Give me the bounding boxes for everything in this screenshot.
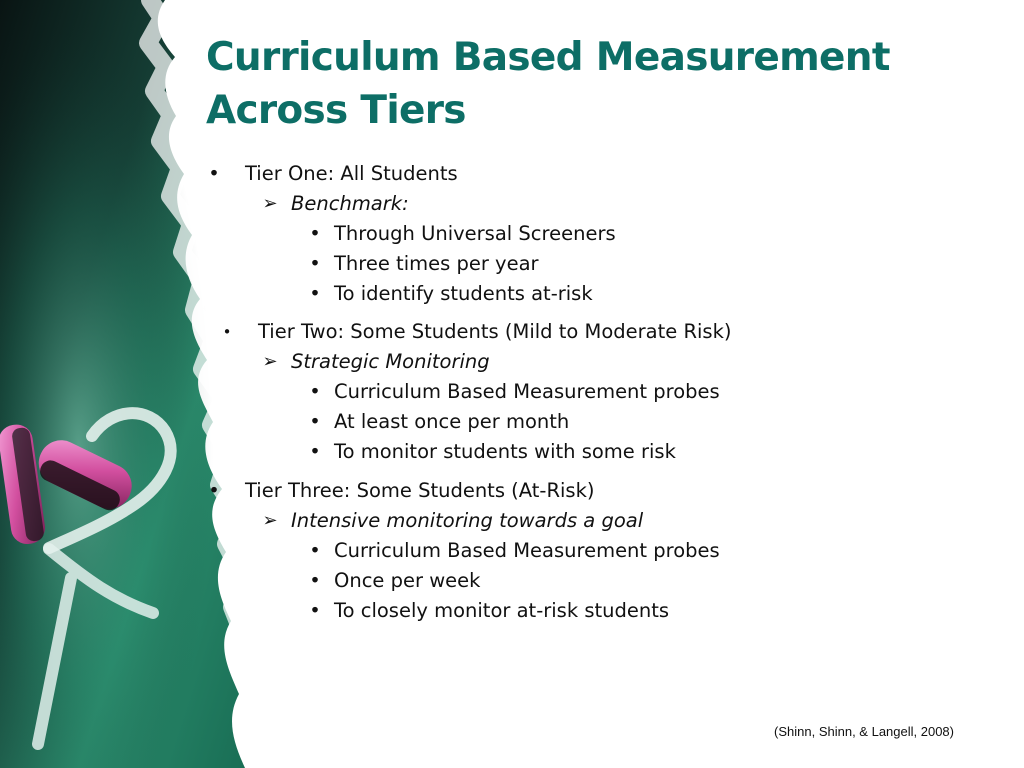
bullet-dot: • [208, 162, 220, 185]
arrow-bullet-icon: ➢ [262, 193, 278, 214]
tier-one-detail: Through Universal Screeners [334, 222, 616, 245]
bullet-dot: • [309, 222, 321, 245]
slide-title [206, 31, 996, 137]
tier-one-detail: Three times per year [334, 252, 539, 275]
arrow-bullet-icon: ➢ [262, 351, 278, 372]
tier-two-detail: At least once per month [334, 410, 570, 433]
tier-three-detail: Once per week [334, 569, 481, 592]
bullet-dot: • [309, 282, 321, 305]
tier-three-method: Intensive monitoring towards a goal [291, 509, 644, 532]
bullet-dot: • [309, 252, 321, 275]
title-line-2: Across Tiers [206, 88, 466, 133]
tier-one-method: Benchmark: [291, 192, 409, 215]
tier-two-detail: Curriculum Based Measurement probes [334, 380, 720, 403]
bullet-dot: • [222, 323, 232, 341]
tier-three-detail: To closely monitor at-risk students [334, 599, 670, 622]
tier-one-label: Tier One: All Students [245, 162, 458, 185]
bullet-dot: • [309, 569, 321, 592]
arrow-bullet-icon: ➢ [262, 510, 278, 531]
tier-two-detail: To monitor students with some risk [334, 440, 676, 463]
tier-three-label: Tier Three: Some Students (At-Risk) [245, 479, 595, 502]
tier-one-detail: To identify students at-risk [334, 282, 593, 305]
bullet-dot: • [309, 599, 321, 622]
citation: (Shinn, Shinn, & Langell, 2008) [774, 724, 954, 739]
tier-three-detail: Curriculum Based Measurement probes [334, 539, 720, 562]
bullet-dot: • [309, 440, 321, 463]
tier-two-method: Strategic Monitoring [291, 350, 490, 373]
bullet-dot: • [208, 479, 220, 502]
bullet-dot: • [309, 380, 321, 403]
bullet-dot: • [309, 539, 321, 562]
tier-two-label: Tier Two: Some Students (Mild to Moderate Risk) [258, 320, 732, 343]
bullet-dot: • [309, 410, 321, 433]
title-line-1: Curriculum Based Measurement [206, 35, 890, 80]
